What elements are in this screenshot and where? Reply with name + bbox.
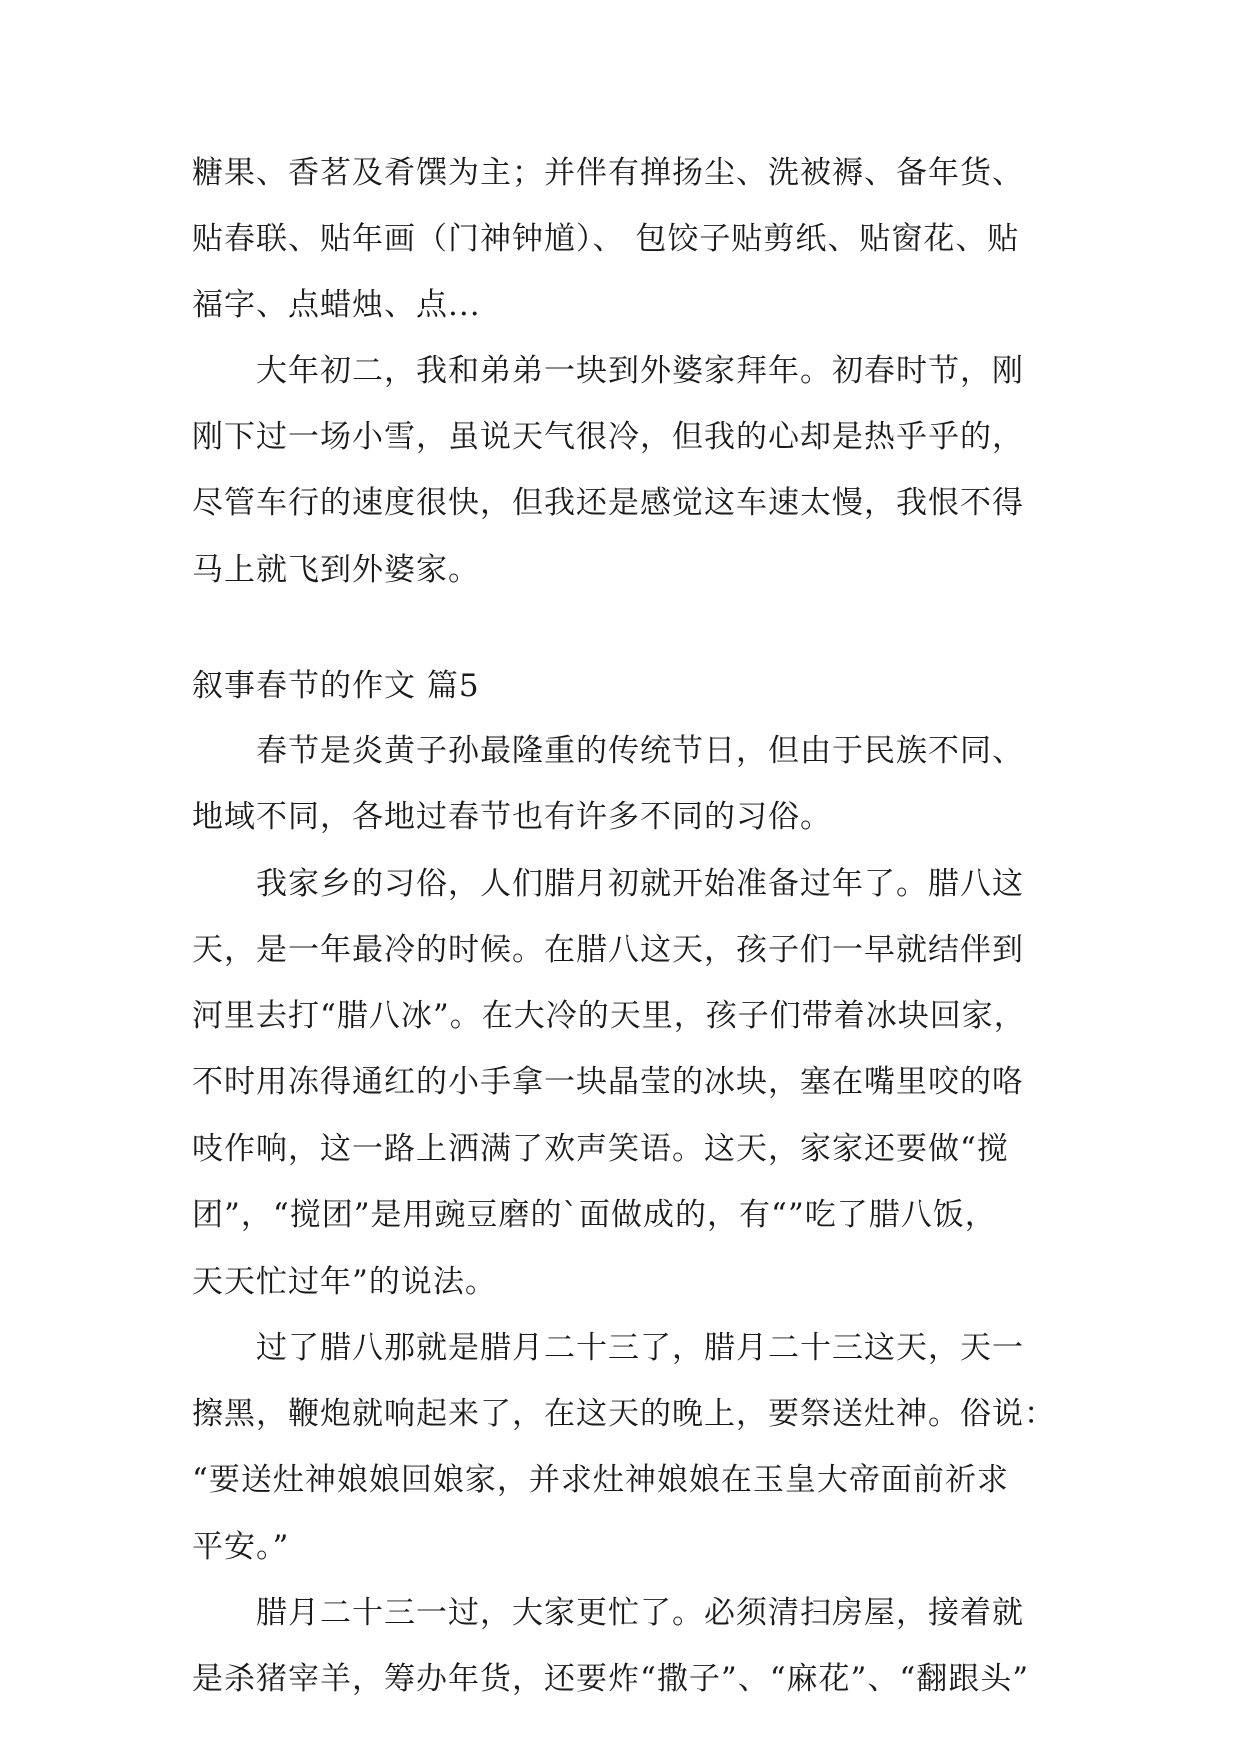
text-line: 春节是炎黄子孙最隆重的传统节日，但由于民族不同、 — [192, 733, 1024, 769]
text-line: 大年初二，我和弟弟一块到外婆家拜年。初春时节，刚 — [192, 353, 1024, 389]
section-heading: 叙事春节的作文 篇5 — [192, 668, 480, 704]
text-line: 刚下过一场小雪，虽说天气很冷，但我的心却是热乎乎的， — [192, 419, 1024, 455]
text-line: 吱作响，这一路上洒满了欢声笑语。这天，家家还要做“搅 — [192, 1131, 1009, 1167]
text-line: 糖果、香茗及肴馔为主；并伴有掸扬尘、洗被褥、备年货、 — [192, 155, 1024, 191]
text-line: 福字、点蜡烛、点... — [192, 287, 481, 323]
text-line: “要送灶神娘娘回娘家，并求灶神娘娘在玉皇大帝面前祈求 — [192, 1462, 1009, 1498]
text-line: 天，是一年最冷的时候。在腊八这天，孩子们一早就结伴到 — [192, 932, 1024, 968]
text-line: 天天忙过年”的说法。 — [192, 1264, 497, 1300]
text-line: 不时用冻得通红的小手拿一块晶莹的冰块，塞在嘴里咬的咯 — [192, 1064, 1024, 1100]
text-line: 河里去打“腊八冰”。在大冷的天里，孩子们带着冰块回家， — [192, 998, 1026, 1034]
text-line: 地域不同，各地过春节也有许多不同的习俗。 — [192, 799, 832, 835]
text-line: 擦黑，鞭炮就响起来了，在这天的晚上，要祭送灶神。俗说： — [192, 1396, 1056, 1432]
text-line: 是杀猪宰羊，筹办年货，还要炸“撒子”、“麻花”、“翻跟头” — [192, 1661, 1030, 1697]
text-line: 贴春联、贴年画（门神钟馗）、 包饺子贴剪纸、贴窗花、贴 — [192, 221, 1020, 257]
text-line: 过了腊八那就是腊月二十三了，腊月二十三这天，天一 — [192, 1330, 1024, 1366]
text-line: 尽管车行的速度很快，但我还是感觉这车速太慢，我恨不得 — [192, 485, 1024, 521]
text-line: 团”，“搅团”是用豌豆磨的`面做成的，有“”吃了腊八饭， — [192, 1197, 997, 1233]
text-line: 我家乡的习俗，人们腊月初就开始准备过年了。腊八这 — [192, 866, 1024, 902]
text-line: 腊月二十三一过，大家更忙了。必须清扫房屋，接着就 — [192, 1595, 1024, 1631]
text-line: 马上就飞到外婆家。 — [192, 552, 480, 588]
text-line: 平安。” — [192, 1529, 290, 1565]
